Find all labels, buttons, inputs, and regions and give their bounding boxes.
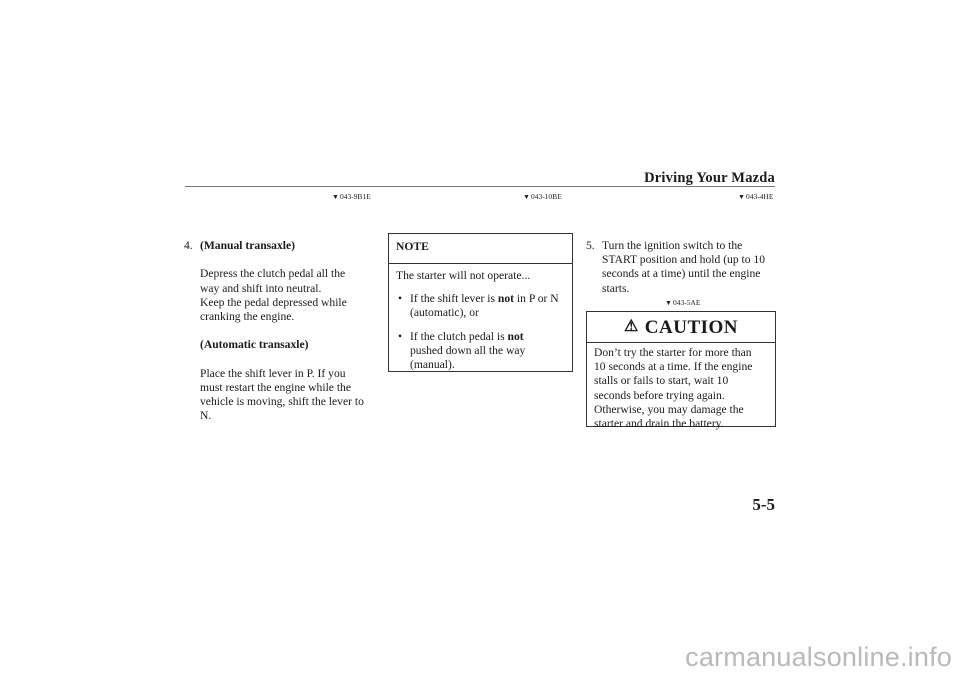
page-number: 5-5 [752, 495, 775, 514]
code-marker-icon: ▼ [523, 193, 530, 201]
manual-text-line: Depress the clutch pedal all the [200, 267, 346, 281]
bullet-icon: • [398, 292, 403, 306]
watermark: carmanualsonline.info [685, 642, 952, 672]
section-title: Driving Your Mazda [644, 170, 775, 186]
caution-box [586, 311, 776, 431]
bullet-icon: • [398, 329, 403, 343]
step-4 [184, 239, 374, 424]
caution-text-line: 10 seconds at a time. If the engine [594, 360, 753, 374]
warning-triangle-icon: ⚠ [623, 318, 639, 335]
section-code: ▼043-10BE [523, 192, 562, 201]
caution-text-line: seconds before trying again. [594, 388, 725, 402]
step-number: 5. [586, 239, 595, 252]
section-code: ▼043-4HE [738, 192, 774, 201]
manual-text-line: Keep the pedal depressed while [200, 295, 347, 309]
caution-text-line: stalls or fails to start, wait 10 [594, 374, 729, 388]
caution-title: CAUTION [644, 317, 739, 338]
manual-heading: (Manual transaxle) [200, 239, 295, 252]
automatic-text-line: must restart the engine while the [200, 380, 351, 394]
automatic-text-line: N. [200, 409, 212, 423]
step-5-text-line: START position and hold (up to 10 [602, 253, 766, 267]
code-marker-icon: ▼ [665, 299, 672, 307]
code-marker-icon: ▼ [332, 193, 339, 201]
caution-code: ▼043-5AE [665, 298, 701, 307]
note-intro: The starter will not operate... [396, 269, 531, 282]
step-5-text-line: starts. [602, 281, 630, 295]
manual-text-line: cranking the engine. [200, 310, 295, 323]
note-bullet: • If the clutch pedal is not pushed down all the way (manual). [398, 329, 526, 372]
step-5-text-line: Turn the ignition switch to the [602, 239, 743, 252]
caution-text-line: Don’t try the starter for more than [594, 346, 752, 359]
step-5-text-line: seconds at a time) until the engine [602, 267, 761, 281]
header-rule [185, 186, 775, 187]
automatic-text-line: vehicle is moving, shift the lever to [200, 395, 364, 409]
caution-header [587, 312, 775, 343]
automatic-heading: (Automatic transaxle) [200, 338, 309, 352]
code-marker-icon: ▼ [738, 193, 745, 201]
step-number: 4. [184, 239, 193, 252]
note-box [388, 233, 573, 372]
manual-text-line: way and shift into neutral. [200, 281, 322, 295]
step-5 [586, 239, 776, 296]
note-bullet: • If the shift lever is not in P or N (automatic), or [398, 292, 559, 320]
caution-text-line: starter and drain the battery. [594, 417, 724, 431]
automatic-text-line: Place the shift lever in P. If you [200, 366, 346, 380]
section-code: ▼043-9B1E [332, 192, 371, 201]
note-title: NOTE [389, 234, 572, 264]
caution-text-line: Otherwise, you may damage the [594, 402, 744, 416]
